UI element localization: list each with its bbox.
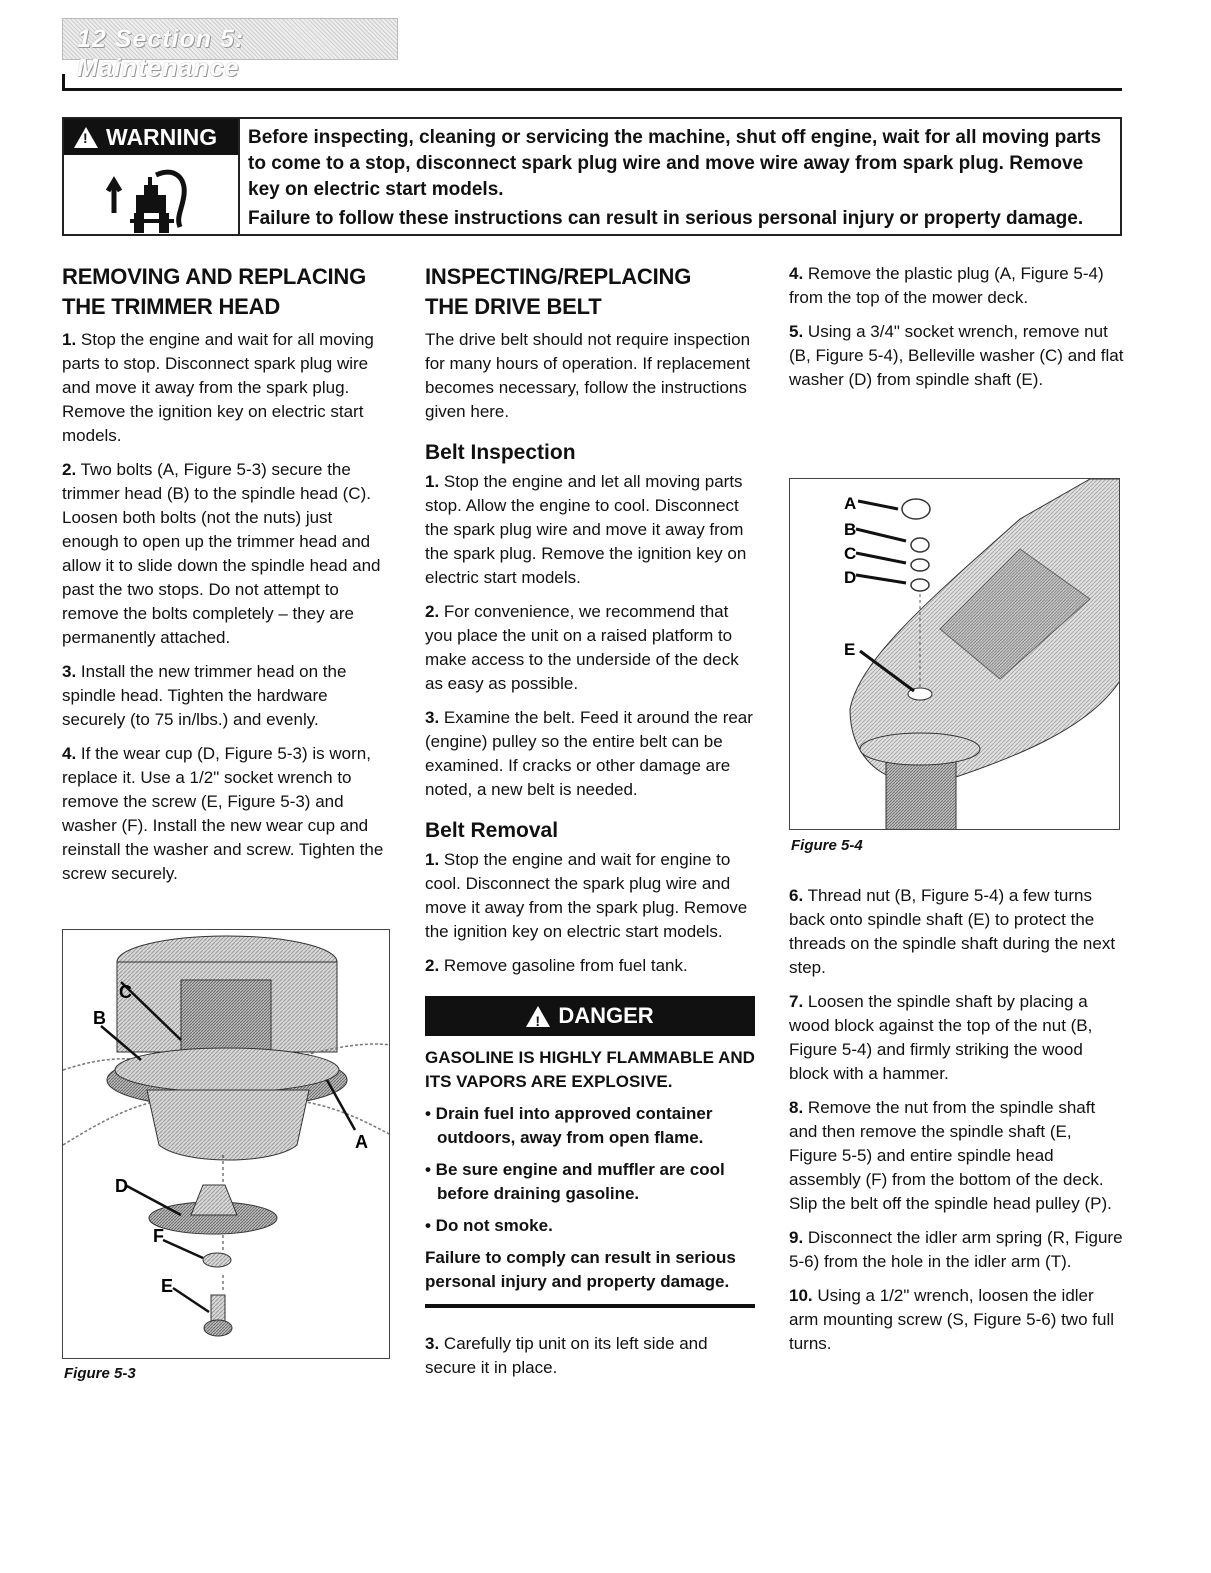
label-b: B [93, 1008, 106, 1028]
intro-paragraph: The drive belt should not require inspection for many hours of operation. If replacement becomes necessary, follow the instructions given here. [425, 330, 751, 421]
warning-box [62, 117, 1122, 236]
trimmer-head-illustration [63, 930, 390, 1359]
step: 8. Remove the nut from the spindle shaft and then remove the spindle shaft (E, Figure 5-5) and entire spindle head assembly (F) from the bottom of the deck. Slip the belt off the spindle head pulley (P). [789, 1098, 1112, 1213]
label-d: D [115, 1176, 128, 1196]
label-a: A [844, 494, 857, 513]
danger-triangle-icon [526, 1006, 550, 1027]
step: 7. Loosen the spindle shaft by placing a wood block against the top of the nut (B, Figure 5-4) and firmly striking the wood block with a hammer. [789, 992, 1093, 1083]
column-spindle [789, 262, 1124, 402]
danger-bullet: • Be sure engine and muffler are cool before draining gasoline. [425, 1160, 725, 1203]
step: 1. Stop the engine and let all moving parts stop. Allow the engine to cool. Disconnect the spark plug wire and move it away from the spark plug. Remove the ignition key on electric start models. [425, 472, 747, 587]
danger-badge [425, 996, 755, 1036]
section-header [62, 18, 398, 82]
step: 3. Examine the belt. Feed it around the rear (engine) pulley so the entire belt can be examined. If cracks or other damage are noted, a new belt is needed. [425, 708, 753, 799]
trimmer-head-title: REMOVING AND REPLACING THE TRIMMER HEAD [62, 264, 367, 319]
step: 1. Stop the engine and wait for all moving parts to stop. Disconnect spark plug wire and move it away from the spark plug. Remove the ignition key on electric start models. [62, 330, 374, 445]
belt-removal-heading: Belt Removal [425, 819, 559, 842]
danger-badge-label: DANGER [558, 1003, 654, 1028]
figure-5-3-caption: Figure 5-3 [64, 1365, 136, 1382]
label-d: D [844, 568, 857, 587]
danger-headline: GASOLINE IS HIGHLY FLAMMABLE AND ITS VAPORS ARE EXPLOSIVE. [425, 1048, 755, 1091]
disconnect-spark-plug-icon [64, 155, 238, 234]
figure-5-4-caption: Figure 5-4 [791, 837, 863, 854]
column-spindle-continued [789, 884, 1124, 1366]
label-c: C [119, 982, 132, 1002]
step: 4. If the wear cup (D, Figure 5-3) is worn, replace it. Use a 1/2" socket wrench to remove the screw (E, Figure 5-3) and washer (F). Install the new wear cup and reinstall the washer and screw. Tighten the screw securely. [62, 744, 384, 883]
figure-5-3 [62, 929, 390, 1359]
belt-inspection-heading: Belt Inspection [425, 441, 576, 464]
warning-consequence: Failure to follow these instructions can result in serious personal injury or property damage. [248, 208, 1084, 229]
warning-badge-label: WARNING [106, 123, 218, 150]
warning-instructions: Before inspecting, cleaning or servicing the machine, shut off engine, wait for all moving parts to come to a stop, disconnect spark plug wire and move wire away from spark plug. Remove key on electric start models. [248, 127, 1102, 200]
step: 9. Disconnect the idler arm spring (R, Figure 5-6) from the hole in the idler arm (T). [789, 1228, 1123, 1271]
danger-notice [425, 1046, 755, 1294]
column-drive-belt [425, 262, 755, 1390]
label-a: A [355, 1132, 368, 1152]
step: 2. For convenience, we recommend that you place the unit on a raised platform to make access to the underside of the deck as easy as possible. [425, 602, 739, 693]
danger-bullet: • Drain fuel into approved container outdoors, away from open flame. [425, 1104, 713, 1147]
column-trimmer-head [62, 262, 390, 896]
step: 6. Thread nut (B, Figure 5-4) a few turns back onto spindle shaft (E) to protect the threads on the spindle shaft during the next step. [789, 886, 1116, 977]
step: 3. Carefully tip unit on its left side and secure it in place. [425, 1334, 708, 1377]
danger-rule [425, 1304, 755, 1308]
step: 3. Install the new trimmer head on the spindle head. Tighten the hardware securely (to 75 in/lbs.) and evenly. [62, 662, 347, 729]
step: 2. Remove gasoline from fuel tank. [425, 956, 688, 975]
step: 2. Two bolts (A, Figure 5-3) secure the trimmer head (B) to the spindle head (C). Loosen both bolts (not the nuts) just enough to open up the trimmer head and allow it to slide down the spindle head and past the two stops. Do not attempt to remove the bolts completely – they are permanently attached. [62, 460, 381, 647]
danger-footer: Failure to comply can result in serious personal injury and property damage. [425, 1248, 736, 1291]
step: 10. Using a 1/2" wrench, loosen the idler arm mounting screw (S, Figure 5-6) two full turns. [789, 1286, 1114, 1353]
warning-badge [64, 119, 238, 155]
warning-text [248, 125, 1114, 232]
label-c: C [844, 544, 857, 563]
label-f: F [153, 1226, 164, 1246]
danger-bullet: • Do not smoke. [425, 1216, 553, 1235]
step: 1. Stop the engine and wait for engine to cool. Disconnect the spark plug wire and move it away from the spark plug. Remove the ignition key on electric start models. [425, 850, 748, 941]
label-e: E [844, 640, 856, 659]
step: 5. Using a 3/4" socket wrench, remove nut (B, Figure 5-4), Belleville washer (C) and flat washer (D) from spindle shaft (E). [789, 322, 1124, 389]
header-rule [62, 88, 1122, 91]
section-label: 12 Section 5: Maintenance [77, 25, 245, 82]
label-b: B [844, 520, 857, 539]
warning-triangle-icon [74, 127, 98, 148]
drive-belt-title: INSPECTING/REPLACING THE DRIVE BELT [425, 264, 692, 319]
step: 4. Remove the plastic plug (A, Figure 5-4) from the top of the mower deck. [789, 264, 1104, 307]
label-e: E [161, 1276, 174, 1296]
mower-deck-illustration [790, 479, 1120, 830]
figure-5-4 [789, 478, 1120, 830]
warning-side [64, 119, 240, 234]
